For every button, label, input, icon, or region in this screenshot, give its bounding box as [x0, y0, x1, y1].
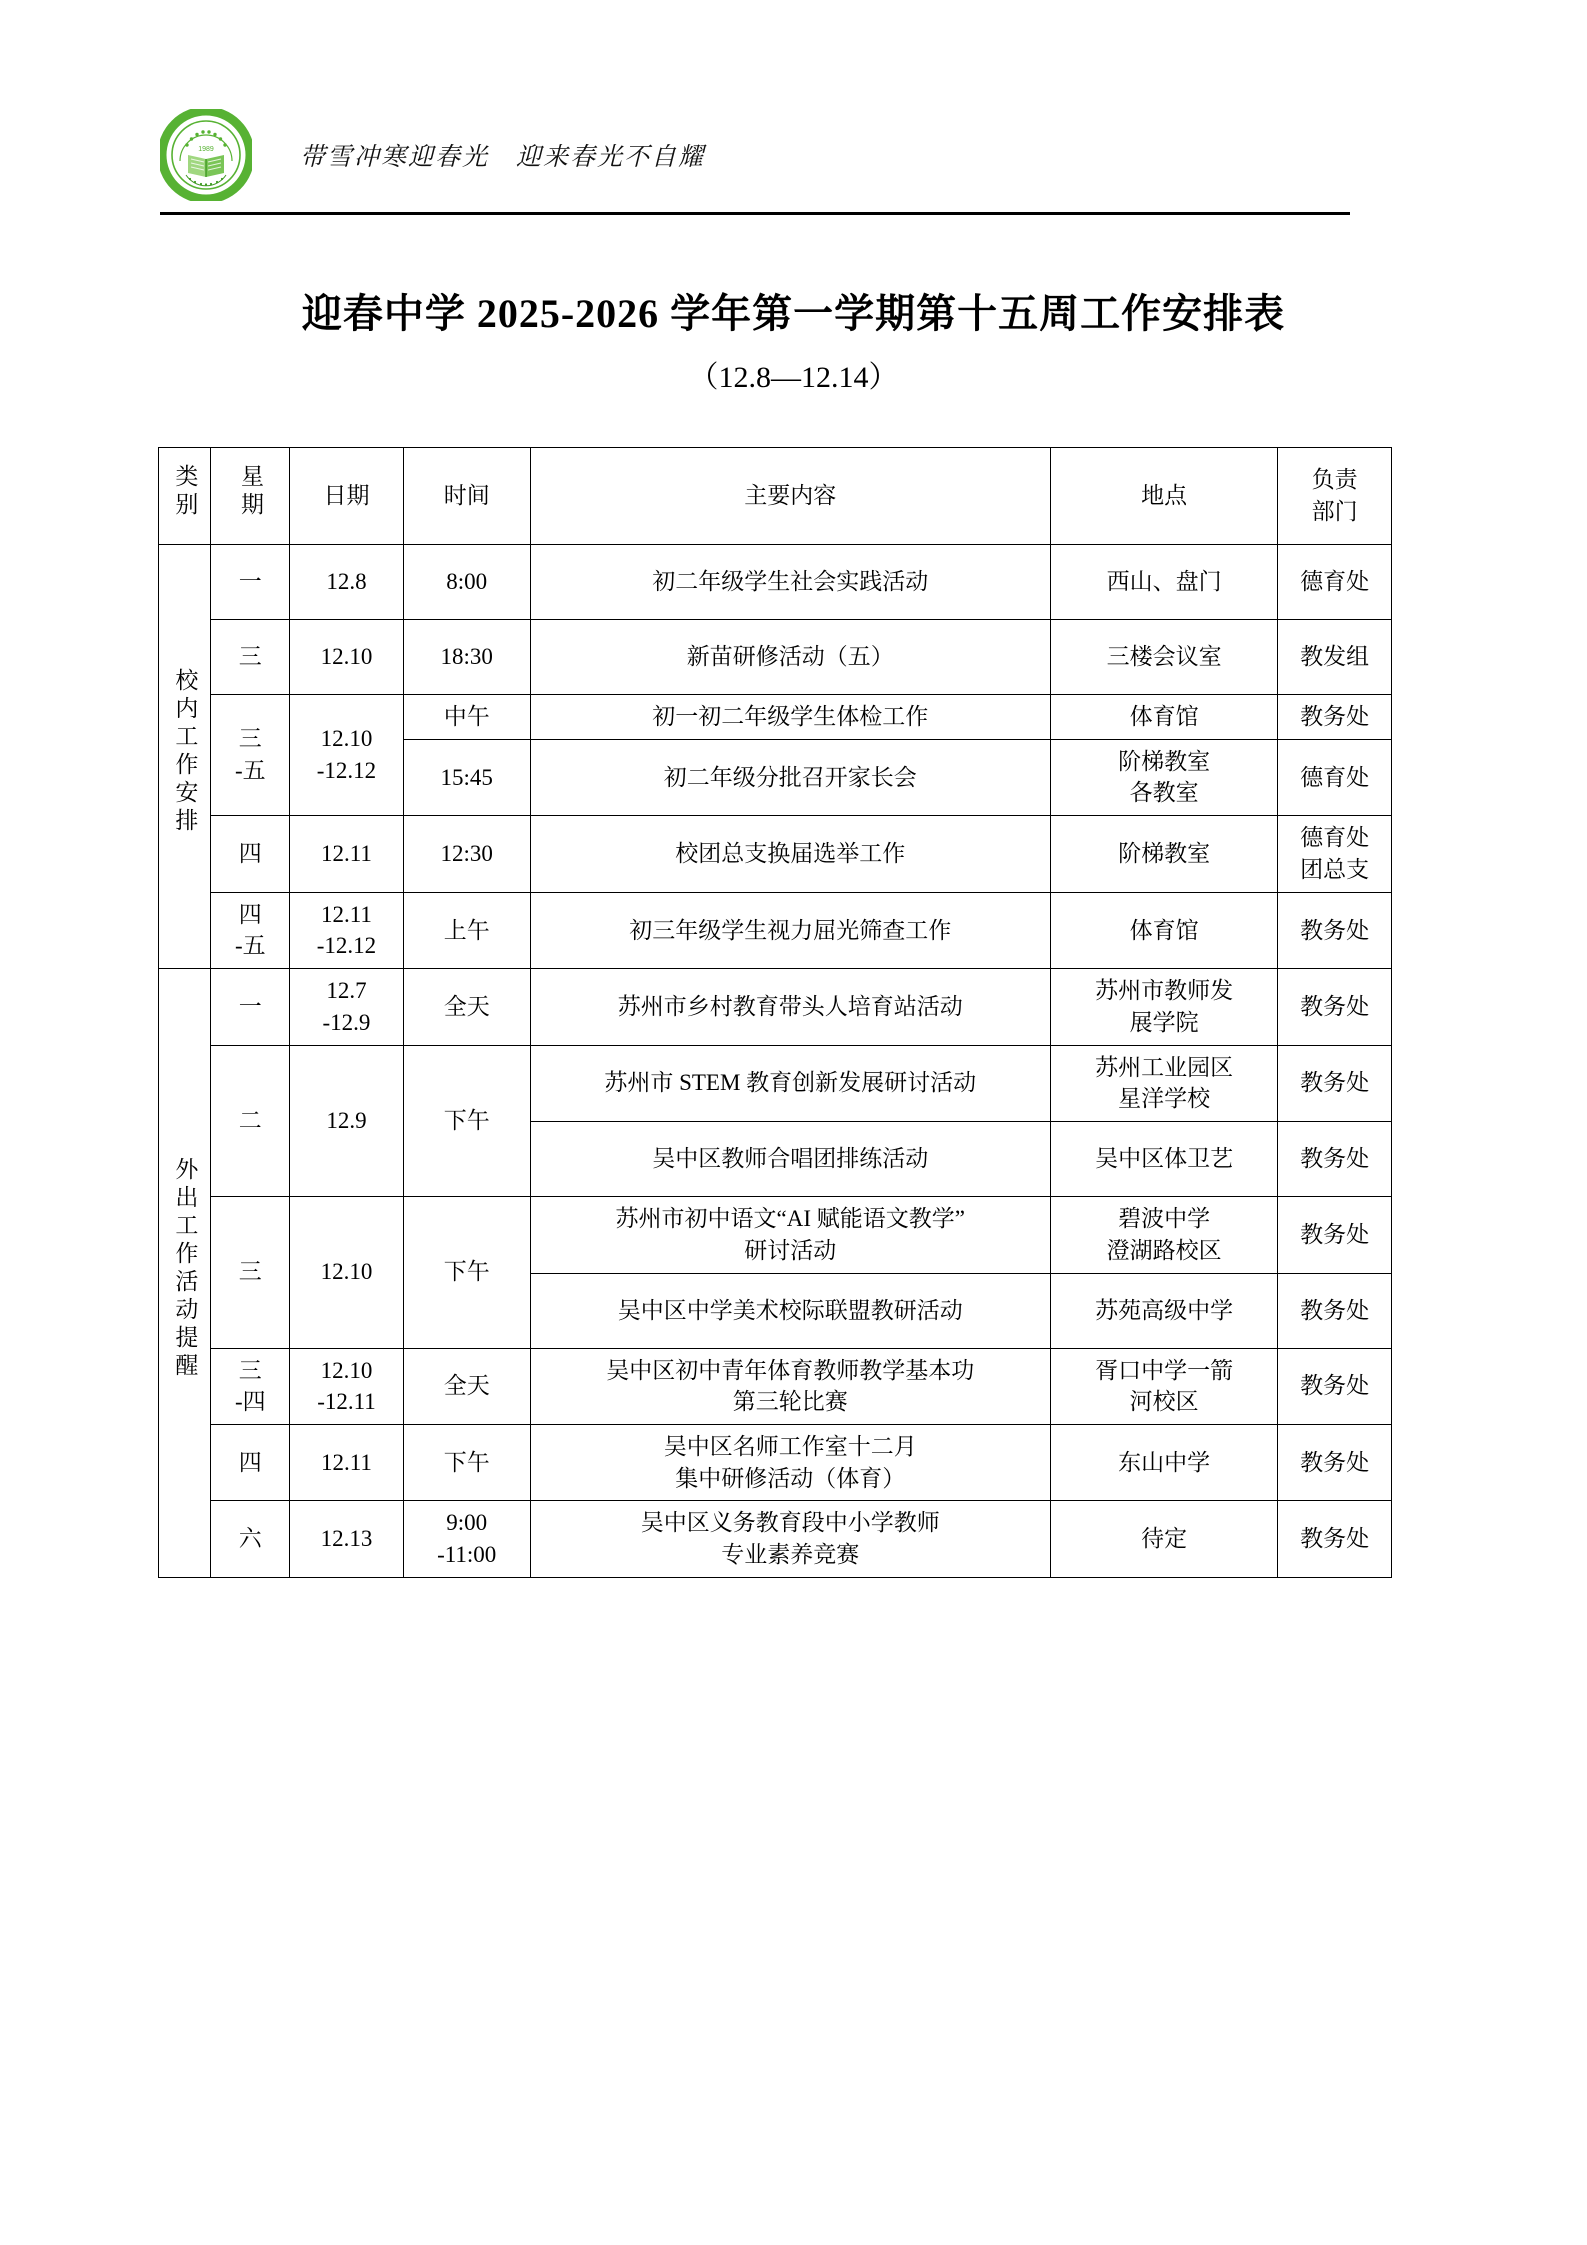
cell-department: 德育处	[1278, 545, 1392, 620]
table-row	[159, 1045, 1392, 1121]
document-title: 迎春中学 2025-2026 学年第一学期第十五周工作安排表	[301, 291, 1286, 336]
cell-department: 德育处	[1278, 739, 1392, 815]
cell-content: 吴中区名师工作室十二月 集中研修活动（体育）	[530, 1425, 1050, 1501]
cell-department: 教务处	[1278, 892, 1392, 968]
cell-date: 12.10	[290, 1197, 404, 1348]
cell-place: 西山、盘门	[1050, 545, 1277, 620]
cell-department: 教务处	[1278, 1197, 1392, 1273]
table-row	[159, 1197, 1392, 1273]
cell-date: 12.7 -12.9	[290, 969, 404, 1045]
cell-content: 苏州市乡村教育带头人培育站活动	[530, 969, 1050, 1045]
cell-content: 吴中区中学美术校际联盟教研活动	[530, 1273, 1050, 1348]
cell-place: 体育馆	[1050, 892, 1277, 968]
cell-date: 12.11	[290, 816, 404, 892]
cell-date: 12.9	[290, 1045, 404, 1196]
cell-weekday: 一	[211, 545, 290, 620]
cell-time: 中午	[403, 695, 530, 740]
cell-time: 全天	[403, 969, 530, 1045]
cell-weekday: 四	[211, 1425, 290, 1501]
cell-time: 12:30	[403, 816, 530, 892]
table-row	[159, 545, 1392, 620]
cell-content: 吴中区初中青年体育教师教学基本功 第三轮比赛	[530, 1348, 1050, 1424]
table-row	[159, 816, 1392, 892]
cell-content: 吴中区义务教育段中小学教师 专业素养竞赛	[530, 1501, 1050, 1577]
table-row	[159, 969, 1392, 1045]
table-row	[159, 695, 1392, 740]
cell-department: 教务处	[1278, 695, 1392, 740]
cell-place: 待定	[1050, 1501, 1277, 1577]
cell-time: 8:00	[403, 545, 530, 620]
schedule-table	[158, 447, 1392, 1578]
cell-place: 胥口中学一箭 河校区	[1050, 1348, 1277, 1424]
cell-place: 苏苑高级中学	[1050, 1273, 1277, 1348]
cell-time: 下午	[403, 1045, 530, 1196]
header-department: 负责 部门	[1278, 448, 1392, 545]
cell-department: 德育处 团总支	[1278, 816, 1392, 892]
cell-date: 12.10	[290, 620, 404, 695]
cell-weekday: 四	[211, 816, 290, 892]
cell-place: 苏州市教师发 展学院	[1050, 969, 1277, 1045]
cell-weekday: 一	[211, 969, 290, 1045]
cell-time: 下午	[403, 1425, 530, 1501]
table-row	[159, 1425, 1392, 1501]
table-row	[159, 892, 1392, 968]
cell-department: 教务处	[1278, 1501, 1392, 1577]
cell-date: 12.8	[290, 545, 404, 620]
cell-place: 苏州工业园区 星洋学校	[1050, 1045, 1277, 1121]
cell-time: 18:30	[403, 620, 530, 695]
cell-content: 初二年级分批召开家长会	[530, 739, 1050, 815]
cell-place: 阶梯教室 各教室	[1050, 739, 1277, 815]
cell-time: 上午	[403, 892, 530, 968]
cell-content: 初一初二年级学生体检工作	[530, 695, 1050, 740]
cell-content: 新苗研修活动（五）	[530, 620, 1050, 695]
svg-text:1989: 1989	[198, 146, 214, 153]
table-header-row	[159, 448, 1392, 545]
cell-weekday: 六	[211, 1501, 290, 1577]
cell-place: 阶梯教室	[1050, 816, 1277, 892]
cell-content: 校团总支换届选举工作	[530, 816, 1050, 892]
cell-date: 12.11	[290, 1425, 404, 1501]
cell-content: 苏州市初中语文“AI 赋能语文教学” 研讨活动	[530, 1197, 1050, 1273]
cell-weekday: 二	[211, 1045, 290, 1196]
school-emblem-logo	[160, 109, 252, 201]
cell-date: 12.11 -12.12	[290, 892, 404, 968]
cell-department: 教发组	[1278, 620, 1392, 695]
school-motto: 带雪冲寒迎春光 迎来春光不自耀	[300, 144, 706, 171]
cell-department: 教务处	[1278, 969, 1392, 1045]
table-row	[159, 1501, 1392, 1577]
cell-content: 初二年级学生社会实践活动	[530, 545, 1050, 620]
category-cell-external-activities: 外出工作活动提醒	[159, 969, 211, 1578]
category-cell-school-internal: 校内工作安排	[159, 545, 211, 969]
letterhead	[160, 100, 1360, 210]
table-row	[159, 1348, 1392, 1424]
cell-weekday: 四 -五	[211, 892, 290, 968]
cell-time: 下午	[403, 1197, 530, 1348]
document-subtitle: （12.8—12.14）	[688, 361, 899, 394]
cell-place: 碧波中学 澄湖路校区	[1050, 1197, 1277, 1273]
cell-time: 15:45	[403, 739, 530, 815]
cell-date: 12.10 -12.11	[290, 1348, 404, 1424]
header-category: 类别	[159, 448, 211, 545]
cell-department: 教务处	[1278, 1425, 1392, 1501]
cell-department: 教务处	[1278, 1122, 1392, 1197]
header-time: 时间	[403, 448, 530, 545]
header-divider	[160, 212, 1350, 215]
header-date: 日期	[290, 448, 404, 545]
cell-weekday: 三	[211, 1197, 290, 1348]
cell-weekday: 三 -四	[211, 1348, 290, 1424]
header-content: 主要内容	[530, 448, 1050, 545]
cell-place: 三楼会议室	[1050, 620, 1277, 695]
cell-weekday: 三	[211, 620, 290, 695]
header-place: 地点	[1050, 448, 1277, 545]
header-weekday: 星期	[211, 448, 290, 545]
cell-date: 12.10 -12.12	[290, 695, 404, 816]
cell-place: 体育馆	[1050, 695, 1277, 740]
cell-department: 教务处	[1278, 1348, 1392, 1424]
cell-department: 教务处	[1278, 1045, 1392, 1121]
cell-time: 全天	[403, 1348, 530, 1424]
cell-time: 9:00 -11:00	[403, 1501, 530, 1577]
table-row	[159, 620, 1392, 695]
cell-content: 初三年级学生视力屈光筛查工作	[530, 892, 1050, 968]
cell-content: 吴中区教师合唱团排练活动	[530, 1122, 1050, 1197]
cell-place: 吴中区体卫艺	[1050, 1122, 1277, 1197]
cell-place: 东山中学	[1050, 1425, 1277, 1501]
cell-content: 苏州市 STEM 教育创新发展研讨活动	[530, 1045, 1050, 1121]
schedule-table-container	[158, 447, 1392, 1578]
cell-date: 12.13	[290, 1501, 404, 1577]
cell-weekday: 三 -五	[211, 695, 290, 816]
cell-department: 教务处	[1278, 1273, 1392, 1348]
